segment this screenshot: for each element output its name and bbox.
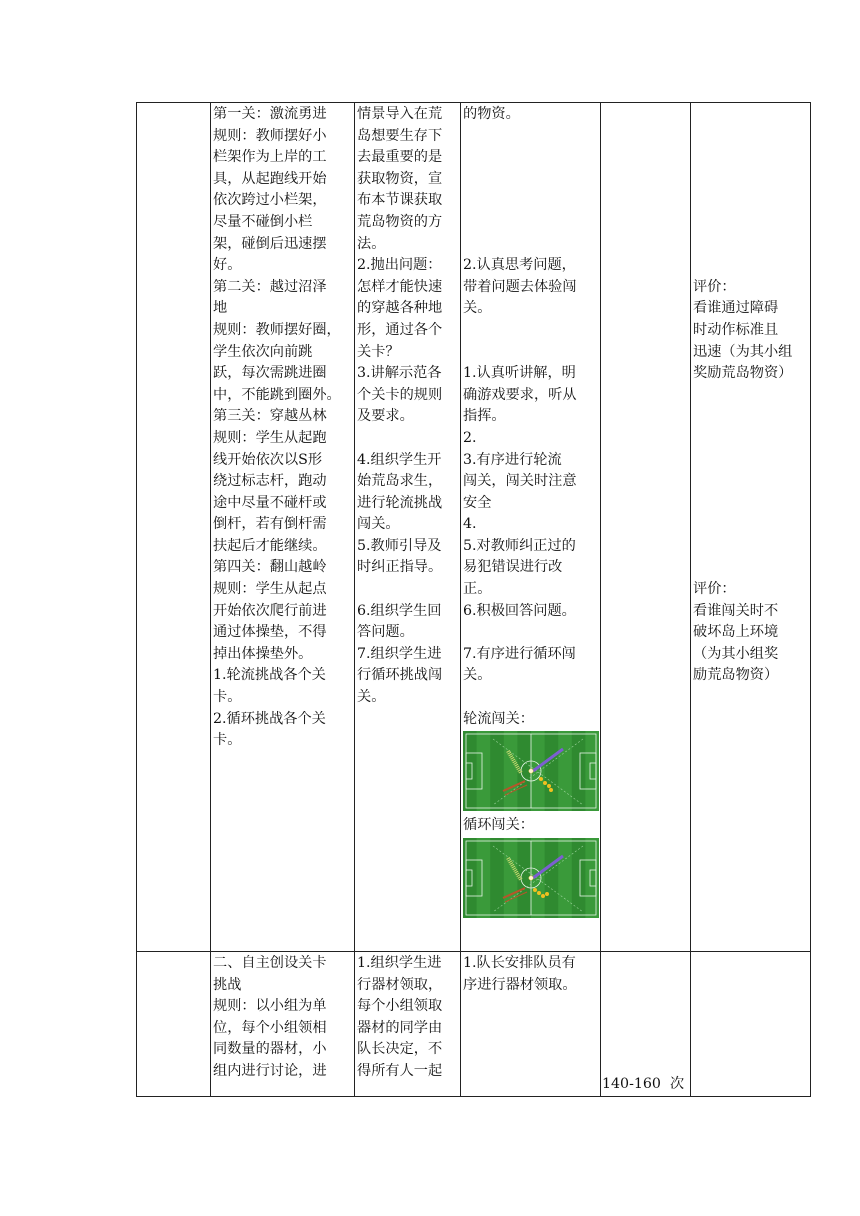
content-line: 二、自主创设关卡	[213, 955, 327, 971]
student-line: 关。	[463, 300, 492, 317]
table-row	[137, 103, 811, 952]
teacher-line: 个关卡的规则	[357, 386, 443, 403]
content-line: 倒杆，若有倒杆需	[213, 516, 327, 533]
evaluation-line: 迅速（为其小组	[693, 343, 793, 360]
student-line: 3.有序进行轮流	[463, 451, 562, 468]
student-line: 7.有序进行循环闯	[463, 645, 576, 662]
content-line: 通过体操垫，不得	[213, 624, 327, 641]
student-line: 易犯错误进行改	[463, 559, 563, 576]
figure2-label: 循环闯关：	[463, 817, 534, 834]
teacher-line: 行器材领取，	[357, 976, 443, 993]
student-line: 确游戏要求，听从	[463, 386, 577, 403]
teacher-line: 的穿越各种地	[357, 300, 443, 317]
content-line: 第三关：穿越丛林	[213, 408, 327, 425]
teacher-line	[357, 579, 459, 601]
student-line: 安全	[463, 494, 492, 511]
student-line	[463, 342, 599, 364]
content-line: 规则：学生从起点	[213, 581, 327, 598]
teacher-line: 每个小组领取	[357, 998, 443, 1015]
content-line: 开始依次爬行前进	[213, 602, 327, 619]
student-line: 6.积极回答问题。	[463, 602, 576, 619]
teacher-line: 答问题。	[357, 624, 414, 641]
content-line: 第四关：翻山越岭	[213, 559, 327, 576]
content-line: 同数量的器材，小	[213, 1041, 327, 1058]
teacher-line: 法。	[357, 235, 386, 252]
student-line: 4.	[463, 516, 477, 533]
teacher-line	[357, 428, 459, 450]
soccer-field-diagram-1	[463, 731, 599, 811]
content-line: 中，不能跳到圈外。	[213, 386, 341, 403]
content-line: 架，碰倒后迅速摆	[213, 235, 327, 252]
student-line: 关。	[463, 667, 492, 684]
student-line	[463, 622, 599, 644]
teacher-line: 去最重要的是	[357, 149, 443, 166]
student-line	[463, 320, 599, 342]
teacher-line: 4.组织学生开	[357, 451, 442, 468]
student-line: 1.认真听讲解，明	[463, 365, 576, 382]
content-line: 掉出体操垫外。	[213, 645, 313, 662]
content-line: 挑战	[213, 976, 242, 993]
teacher-line: 2.抛出问题：	[357, 257, 442, 274]
teacher-line: 闯关。	[357, 516, 400, 533]
student-line	[463, 126, 599, 148]
lesson-plan-table	[136, 102, 811, 1097]
teacher-line: 得所有人一起	[357, 1062, 443, 1079]
content-line: 组内进行讨论，进	[213, 1062, 327, 1079]
content-line: 位，每个小组领相	[213, 1019, 327, 1036]
blank-cell	[137, 103, 211, 952]
student-line	[463, 212, 599, 234]
teacher-line: 3.讲解示范各	[357, 365, 442, 382]
teacher-line: 5.教师引导及	[357, 537, 442, 554]
evaluation-line: 破坏岛上环境	[693, 624, 779, 641]
content-line: 具，从起跑线开始	[213, 170, 327, 187]
evaluation-line: 时动作标准且	[693, 321, 779, 338]
teacher-line: 怎样才能快速	[357, 278, 443, 295]
content-line: 规则：教师摆好圈，	[213, 321, 341, 338]
content-line: 栏架作为上岸的工	[213, 149, 327, 166]
load-cell	[601, 103, 691, 952]
student-line: 的物资。	[463, 106, 520, 122]
evaluation-line: 评价：	[693, 581, 736, 598]
student-line: 带着问题去体验闯	[463, 278, 577, 295]
content-line: 第一关：激流勇进	[213, 106, 327, 122]
evaluation-cell	[691, 952, 811, 1097]
evaluation-line: 看谁通过障碍	[693, 300, 779, 317]
content-line: 依次跨过小栏架，	[213, 192, 327, 209]
teacher-line: 布本节课获取	[357, 192, 443, 209]
student-line	[463, 687, 599, 709]
evaluation-line: 奖励荒岛物资）	[693, 365, 793, 382]
teacher-line: 始荒岛求生，	[357, 473, 443, 490]
teacher-line: 荒岛物资的方	[357, 213, 443, 230]
content-line: 2.循环挑战各个关	[213, 710, 326, 727]
content-line: 规则：教师摆好小	[213, 127, 327, 144]
teacher-line: 及要求。	[357, 408, 414, 425]
content-line: 规则：以小组为单	[213, 998, 327, 1015]
content-line: 卡。	[213, 689, 242, 706]
soccer-field-diagram-2	[463, 838, 599, 918]
student-activity-cell	[461, 103, 601, 952]
student-line: 指挥。	[463, 408, 506, 425]
student-activity-cell	[461, 952, 601, 1097]
teacher-line: 岛想要生存下	[357, 127, 443, 144]
load-cell	[601, 952, 691, 1097]
content-line: 扶起后才能继续。	[213, 537, 327, 554]
evaluation-line: 励荒岛物资）	[693, 667, 779, 684]
teacher-activity-cell	[355, 103, 461, 952]
teacher-line: 形，通过各个	[357, 321, 443, 338]
evaluation-line: （为其小组奖	[693, 645, 779, 662]
student-line	[463, 234, 599, 256]
teacher-line: 进行轮流挑战	[357, 494, 443, 511]
teacher-line: 队长决定，不	[357, 1041, 443, 1058]
content-line: 第二关：越过沼泽	[213, 278, 327, 295]
evaluation-cell	[691, 103, 811, 952]
load-text: 140-160 次	[602, 1076, 685, 1093]
student-line: 5.对教师纠正过的	[463, 537, 576, 554]
content-line: 好。	[213, 257, 242, 274]
student-line: 闯关，闯关时注意	[463, 473, 577, 490]
content-line: 学生依次向前跳	[213, 343, 313, 360]
teacher-line: 行循环挑战闯	[357, 667, 443, 684]
teacher-line: 获取物资，宣	[357, 170, 443, 187]
teacher-line: 关卡？	[357, 343, 400, 360]
content-cell	[211, 103, 355, 952]
teacher-line: 7.组织学生进	[357, 645, 442, 662]
student-line: 2.	[463, 429, 477, 446]
content-line: 尽量不碰倒小栏	[213, 213, 313, 230]
content-line: 绕过标志杆，跑动	[213, 473, 327, 490]
student-line: 正。	[463, 581, 492, 598]
content-line: 规则：学生从起跑	[213, 429, 327, 446]
teacher-line: 6.组织学生回	[357, 602, 442, 619]
content-line: 线开始依次以S形	[213, 451, 323, 468]
teacher-line: 器材的同学由	[357, 1019, 443, 1036]
teacher-line: 时纠正指导。	[357, 559, 443, 576]
figure1-label: 轮流闯关：	[463, 710, 534, 727]
content-cell	[211, 952, 355, 1097]
content-line: 跃，每次需跳进圈	[213, 365, 327, 382]
table-row	[137, 952, 811, 1097]
student-line	[463, 190, 599, 212]
student-line: 序进行器材领取。	[463, 976, 577, 993]
teacher-activity-cell	[355, 952, 461, 1097]
evaluation-line: 评价：	[693, 278, 736, 295]
teacher-line: 关。	[357, 689, 386, 706]
teacher-line: 情景导入在荒	[357, 106, 443, 122]
student-line: 2.认真思考问题，	[463, 257, 576, 274]
blank-cell	[137, 952, 211, 1097]
evaluation-line: 看谁闯关时不	[693, 602, 779, 619]
student-line	[463, 147, 599, 169]
content-line: 途中尽量不碰杆或	[213, 494, 327, 511]
student-line	[463, 169, 599, 191]
content-line: 地	[213, 300, 228, 317]
student-line: 1.队长安排队员有	[463, 955, 576, 971]
content-line: 卡。	[213, 732, 242, 749]
content-line: 1.轮流挑战各个关	[213, 667, 326, 684]
teacher-line: 1.组织学生进	[357, 955, 442, 971]
